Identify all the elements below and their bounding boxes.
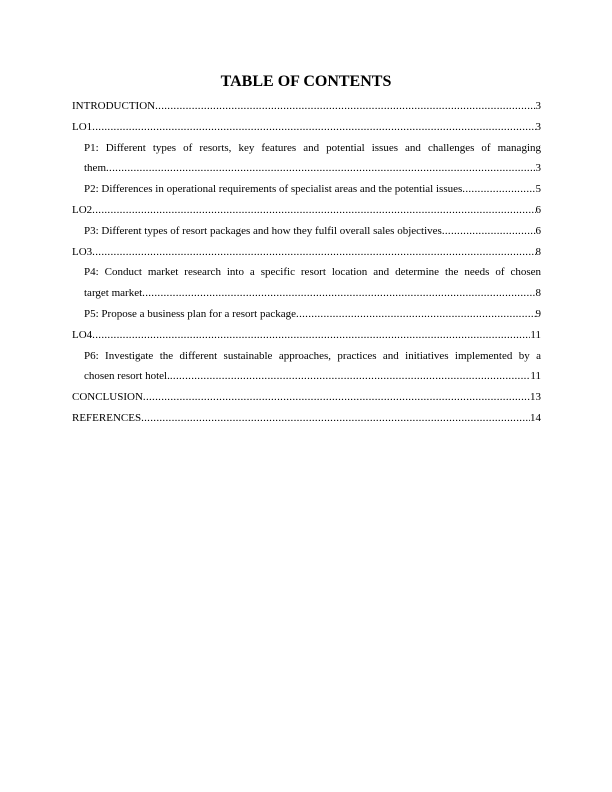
toc-entry-p2[interactable] [72, 179, 541, 200]
dot-leader [92, 242, 535, 263]
toc-entry-page: 11 [530, 370, 541, 383]
toc-entry-label: P2: Differences in operational requirements of specialist areas and the potential issues [84, 183, 463, 196]
dot-leader [170, 366, 531, 387]
toc-entry-label: REFERENCES [72, 411, 142, 424]
toc-entry-label: CONCLUSION [72, 391, 143, 404]
toc-entry-lo1[interactable] [72, 117, 541, 138]
toc-entry-page: 6 [535, 224, 541, 237]
toc-entry-page: 3 [535, 120, 541, 133]
dot-leader [141, 408, 530, 429]
toc-entry-p3[interactable] [72, 221, 541, 242]
toc-entry-page: 8 [535, 245, 541, 258]
toc-entry-label: LO1 [72, 120, 93, 133]
toc-entry-page: 8 [535, 287, 541, 300]
dot-leader [92, 117, 535, 138]
toc-entry-p6[interactable] [72, 346, 541, 388]
toc-entry-label: LO3 [72, 245, 93, 258]
toc-entry-label: LO4 [72, 328, 93, 341]
toc-entry-label: LO2 [72, 203, 93, 216]
toc-entry-label: INTRODUCTION [72, 100, 156, 112]
toc-title: TABLE OF CONTENTS [220, 73, 392, 90]
toc-entry-page: 11 [530, 328, 541, 341]
toc-entry-conclusion[interactable] [72, 387, 541, 408]
toc-entry-references[interactable] [72, 408, 541, 429]
toc-entry-page: 6 [535, 203, 541, 216]
dot-leader [442, 221, 536, 242]
toc-entry-page: 13 [530, 391, 541, 404]
toc-entry-label: P3: Different types of resort packages and how they fulfil overall sales objectives [84, 224, 442, 237]
dot-leader [92, 325, 530, 346]
toc-entry-label-line2: target market [84, 287, 143, 300]
toc-entry-lo4[interactable] [72, 325, 541, 346]
dot-leader [143, 387, 530, 408]
toc-entry-page: 5 [535, 183, 541, 196]
toc-entry-introduction[interactable] [72, 96, 541, 117]
dot-leader [106, 158, 536, 179]
toc-list [72, 96, 541, 429]
toc-entry-label-line2: chosen resort hotel. [84, 370, 170, 383]
toc-entry-p5[interactable] [72, 304, 541, 325]
dot-leader [462, 179, 535, 200]
toc-entry-p1[interactable] [72, 138, 541, 180]
toc-entry-lo3[interactable] [72, 242, 541, 263]
toc-entry-label-line1: P1: Different types of resorts, key features and potential issues and challenges of managing [84, 141, 541, 154]
toc-entry-page: 3 [535, 100, 541, 112]
toc-entry-label-line2: them [84, 162, 106, 175]
dot-leader [155, 96, 535, 117]
toc-entry-label-line1: P4: Conduct market research into a specific resort location and determine the needs of chosen [84, 266, 541, 279]
toc-entry-page: 9 [535, 307, 541, 320]
toc-entry-lo2[interactable] [72, 200, 541, 221]
toc-entry-page: 14 [530, 411, 541, 424]
toc-entry-label: P5: Propose a business plan for a resort package [84, 307, 297, 320]
dot-leader [296, 304, 535, 325]
toc-entry-page: 3 [535, 162, 541, 175]
dot-leader [142, 283, 535, 304]
dot-leader [92, 200, 535, 221]
toc-entry-p4[interactable] [72, 262, 541, 304]
toc-entry-label-line1: P6: Investigate the different sustainable approaches, practices and initiatives implemented by a [84, 349, 541, 362]
